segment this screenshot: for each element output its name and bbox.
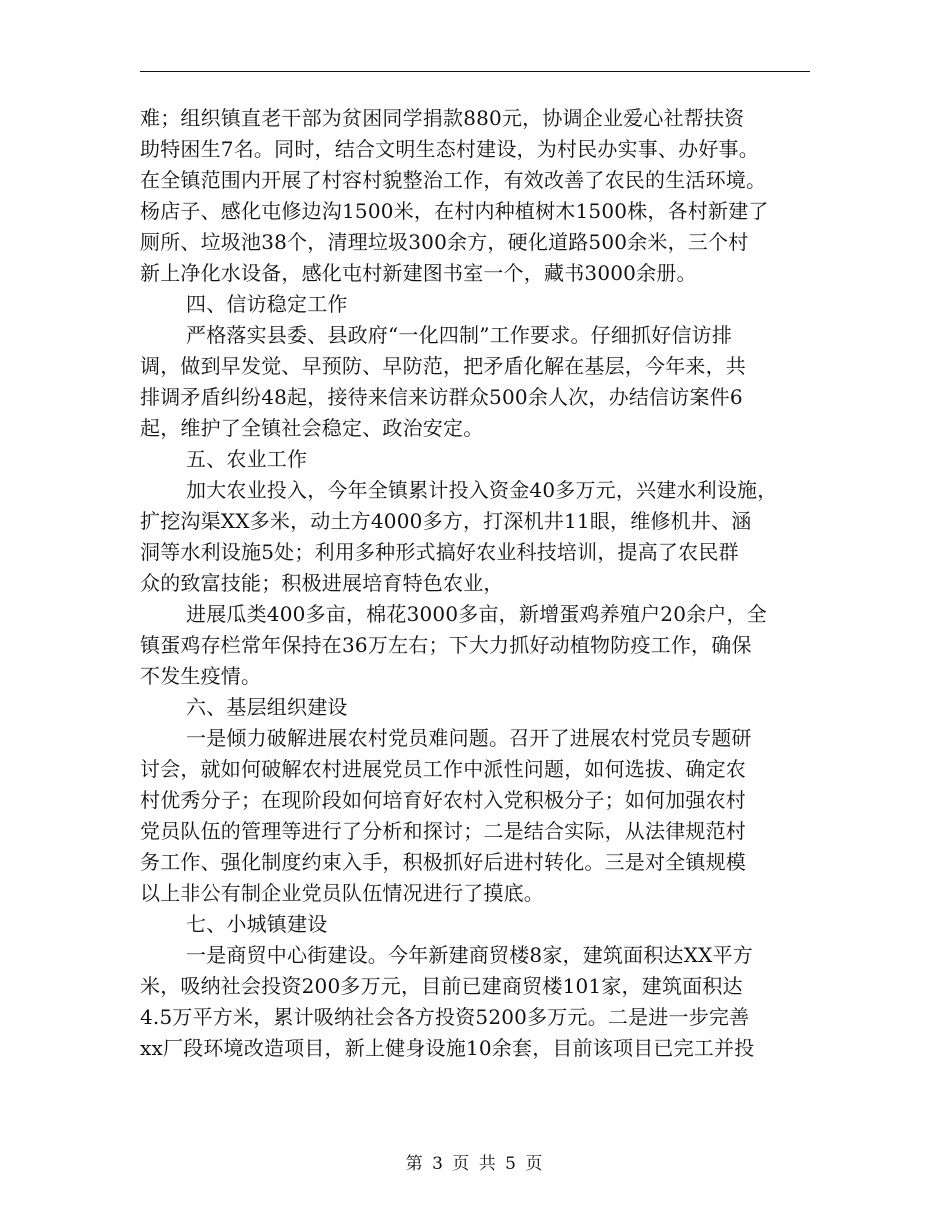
text-line: xx厂段环境改造项目，新上健身设施10余套，目前该项目已完工并投: [140, 1036, 755, 1060]
text-line: 众的致富技能；积极进展培育特色农业，: [140, 571, 504, 595]
text-line: 在全镇范围内开展了村容村貌整治工作，有效改善了农民的生活环境。: [140, 168, 767, 192]
text-line: 起，维护了全镇社会稳定、政治安定。: [140, 416, 484, 440]
text-line: 扩挖沟渠XX多米，动土方4000多方，打深机井11眼，维修机井、涵: [140, 509, 752, 533]
text-line: 助特困生7名。同时，结合文明生态村建设，为村民办实事、办好事。: [140, 137, 759, 161]
text-line: 以上非公有制企业党员队伍情况进行了摸底。: [140, 881, 544, 905]
text-line: 洞等水利设施5处；利用多种形式搞好农业科技培训，提高了农民群: [140, 540, 739, 564]
text-line: 新上净化水设备，感化屯村新建图书室一个，藏书3000余册。: [140, 261, 697, 285]
text-line: 五、农业工作: [186, 447, 308, 471]
text-line: 4.5万平方米，累计吸纳社会各方投资5200多万元。二是进一步完善: [140, 1005, 750, 1029]
text-line: 党员队伍的管理等进行了分析和探讨；二是结合实际，从法律规范村: [140, 819, 746, 843]
text-line: 进展瓜类400多亩，棉花3000多亩，新增蛋鸡养殖户20余户，全: [186, 602, 767, 626]
text-line: 调，做到早发觉、早预防、早防范，把矛盾化解在基层，今年来，共: [140, 354, 746, 378]
text-line: 一是倾力破解进展农村党员难问题。召开了进展农村党员专题研: [186, 726, 752, 750]
text-line: 四、信访稳定工作: [186, 292, 348, 316]
text-line: 六、基层组织建设: [186, 695, 348, 719]
text-line: 一是商贸中心街建设。今年新建商贸楼8家，建筑面积达XX平方: [186, 943, 754, 967]
text-line: 务工作、强化制度约束入手，积极抓好后进村转化。三是对全镇规模: [140, 850, 746, 874]
text-line: 七、小城镇建设: [186, 912, 328, 936]
text-line: 严格落实县委、县政府“一化四制”工作要求。仔细抓好信访排: [186, 323, 733, 347]
page-number-footer: 第 3 页 共 5 页: [405, 1154, 545, 1174]
text-line: 难；组织镇直老干部为贫困同学捐款880元，协调企业爱心社帮扶资: [140, 106, 745, 130]
text-line: 排调矛盾纠纷48起，接待来信来访群众500余人次，办结信访案件6: [140, 385, 743, 409]
body-text: [140, 103, 815, 1064]
text-line: 厕所、垃圾池38个，清理垃圾300余方，硬化道路500余米，三个村: [140, 230, 749, 254]
text-line: 镇蛋鸡存栏常年保持在36万左右；下大力抓好动植物防疫工作，确保: [140, 633, 752, 657]
text-line: 村优秀分子；在现阶段如何培育好农村入党积极分子；如何加强农村: [140, 788, 746, 812]
text-line: 加大农业投入，今年全镇累计投入资金40多万元，兴建水利设施，: [186, 478, 778, 502]
text-line: 米，吸纳社会投资200多万元，目前已建商贸楼101家，建筑面积达: [140, 974, 743, 998]
text-line: 杨店子、感化屯修边沟1500米，在村内种植树木1500株，各村新建了: [140, 199, 769, 223]
text-line: 讨会，就如何破解农村进展党员工作中派性问题，如何选拔、确定农: [140, 757, 746, 781]
text-line: 不发生疫情。: [140, 664, 262, 688]
header-rule: [140, 71, 810, 72]
